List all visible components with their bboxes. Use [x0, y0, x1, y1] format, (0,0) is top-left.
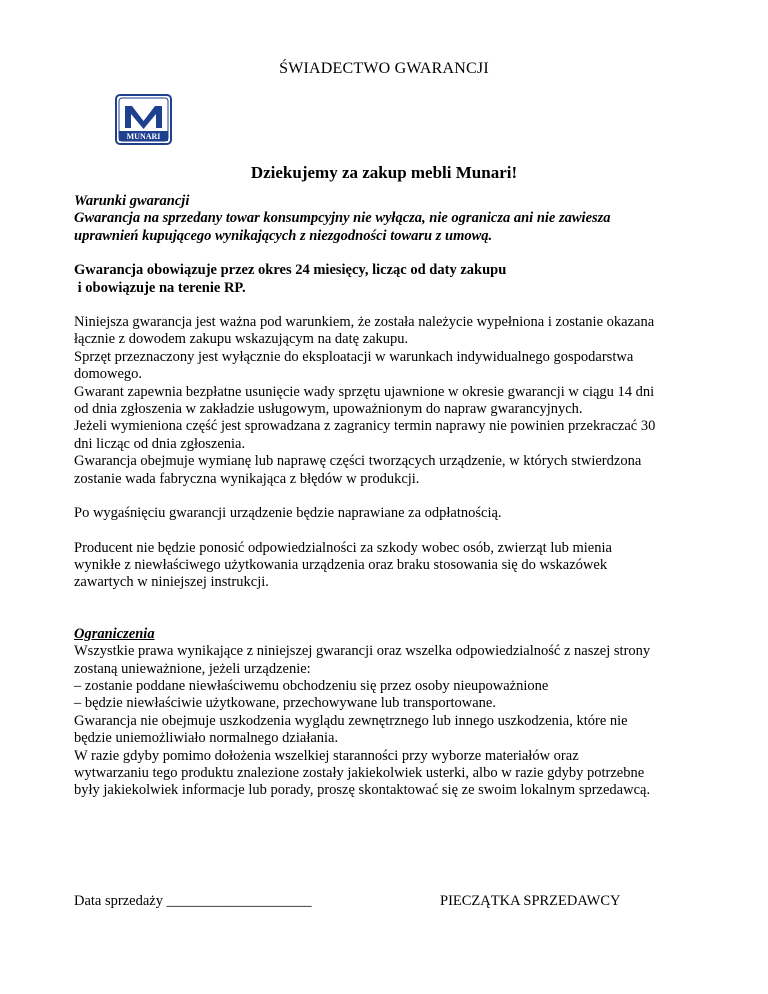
- after-warranty-text: Po wygaśnięciu gwarancji urządzenie będzie naprawiane za odpłatnością.: [74, 505, 502, 522]
- svg-text:MUNARI: MUNARI: [126, 132, 161, 141]
- limitations-line: – zostanie poddane niewłaściwemu obchodzeniu się przez osoby nieupoważnione: [74, 677, 549, 694]
- limitations-line: – będzie niewłaściwie użytkowane, przechowywane lub transportowane.: [74, 695, 496, 712]
- conditions-line: uprawnień kupującego wynikających z niezgodności towaru z umową.: [74, 227, 493, 244]
- limitations-line: były jakiekolwiek informacje lub porady, proszę skontaktować się ze swoim lokalnym sprzedawcą.: [74, 782, 651, 799]
- terms-line: Jeżeli wymieniona część jest sprowadzana z zagranicy termin naprawy nie powinien przekraczać 30: [74, 418, 656, 435]
- munari-logo-graphic: [115, 94, 172, 145]
- terms-line: Gwarancja obejmuje wymianę lub naprawę części tworzących urządzenie, w których stwierdzona: [74, 453, 642, 470]
- seller-stamp-label: PIECZĄTKA SPRZEDAWCY: [440, 893, 621, 909]
- limitations-line: Gwarancja nie obejmuje uszkodzenia wyglądu zewnętrznego lub innego uszkodzenia, które nie: [74, 712, 628, 729]
- conditions-heading: Warunki gwarancji: [74, 193, 190, 209]
- terms-line: Sprzęt przeznaczony jest wyłącznie do eksploatacji w warunkach indywidualnego gospodarstwa: [74, 348, 634, 365]
- document-body: [74, 193, 704, 800]
- limitations-line: wytwarzaniu tego produktu znalezione zostały jakiekolwiek usterki, albo w razie gdyby potrzebne: [74, 764, 645, 781]
- document-title: ŚWIADECTWO GWARANCJI: [279, 60, 489, 77]
- liability-line: Producent nie będzie ponosić odpowiedzialności za szkody wobec osób, zwierząt lub mienia: [74, 539, 612, 556]
- limitations-line: W razie gdyby pomimo dołożenia wszelkiej staranności przy wyborze materiałów oraz: [74, 747, 579, 764]
- terms-line: dni licząc od dnia zgłoszenia.: [74, 435, 246, 452]
- thank-you-heading: Dziekujemy za zakup mebli Munari!: [250, 163, 518, 182]
- liability-line: wynikłe z niewłaściwego użytkowania urządzenia oraz braku stosowania się do wskazówek: [74, 556, 608, 573]
- limitations-line: będzie uniemożliwiało normalnego działania.: [74, 730, 339, 747]
- munari-logo: [115, 94, 172, 145]
- terms-line: zostanie wada fabryczna wynikająca z błędów w produkcji.: [74, 470, 420, 487]
- terms-line: domowego.: [74, 366, 143, 383]
- terms-line: Gwarant zapewnia bezpłatne usunięcie wady sprzętu ujawnione w okresie gwarancji w ciągu 14 dni: [74, 383, 655, 400]
- limitations-line: zostaną unieważnione, jeżeli urządzenie:: [74, 660, 311, 677]
- terms-line: łącznie z dowodem zakupu wskazującym na datę zakupu.: [74, 331, 409, 348]
- liability-line: zawartych w niniejszej instrukcji.: [74, 574, 269, 591]
- sale-date-field: Data sprzedaży ____________________: [74, 893, 312, 909]
- period-line: i obowiązuje na terenie RP.: [74, 279, 246, 296]
- terms-line: Niniejsza gwarancja jest ważna pod warunkiem, że została należycie wypełniona i zostanie okazana: [74, 314, 655, 331]
- limitations-line: Wszystkie prawa wynikające z niniejszej gwarancji oraz wszelka odpowiedzialność z naszej strony: [74, 643, 651, 660]
- period-line: Gwarancja obowiązuje przez okres 24 miesięcy, licząc od daty zakupu: [74, 262, 507, 279]
- terms-line: od dnia zgłoszenia w zakładzie usługowym, upoważnionym do napraw gwarancyjnych.: [74, 401, 583, 418]
- limitations-heading: Ograniczenia: [74, 625, 155, 642]
- conditions-line: Gwarancja na sprzedany towar konsumpcyjny nie wyłącza, nie ogranicza ani nie zawiesza: [74, 210, 611, 227]
